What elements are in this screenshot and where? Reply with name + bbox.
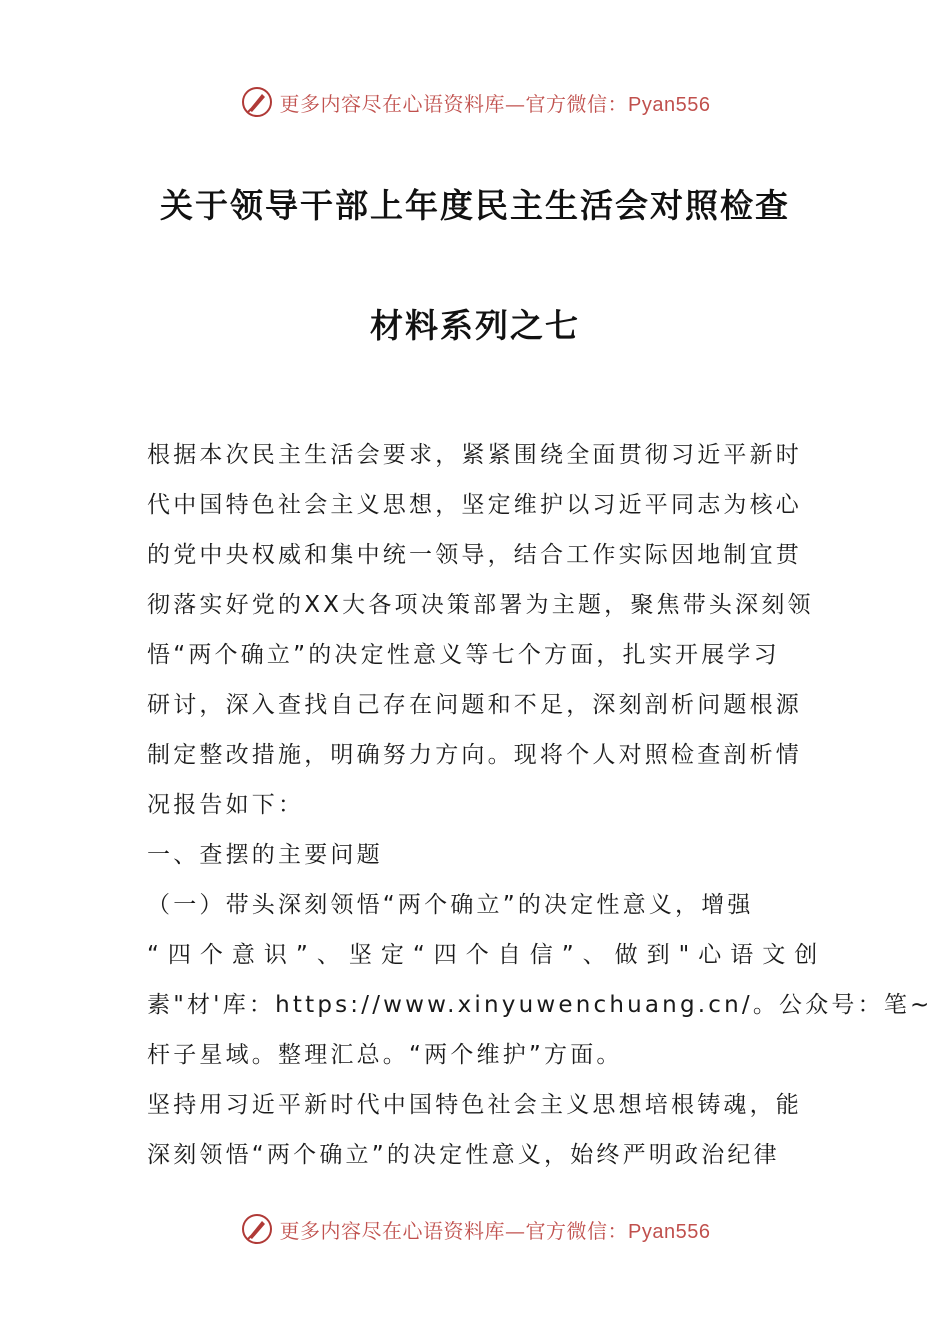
- body-line: 况报告如下：: [147, 792, 305, 818]
- body-line: 坚持用习近平新时代中国特色社会主义思想培根铸魂，能: [147, 1092, 802, 1118]
- pen-logo-icon: [240, 85, 274, 119]
- banner-handle: Pyan556: [628, 1220, 711, 1243]
- body-line-with-url: 素"材'库：https://www.xinyuwenchuang.cn/。公众号：笔~: [147, 992, 933, 1018]
- body-line: 根据本次民主生活会要求，紧紧围绕全面贯彻习近平新时: [147, 442, 802, 468]
- body-line: 研讨，深入查找自己存在问题和不足，深刻剖析问题根源: [147, 692, 802, 718]
- banner-handle: Pyan556: [628, 93, 711, 116]
- body-line: 代中国特色社会主义思想，坚定维护以习近平同志为核心: [147, 492, 802, 518]
- body-line: 深刻领悟“两个确立”的决定性意义，始终严明政治纪律: [147, 1142, 780, 1168]
- document-title-line-1: 关于领导干部上年度民主生活会对照检查: [160, 186, 790, 225]
- body-line: 制定整改措施，明确努力方向。现将个人对照检查剖析情: [147, 742, 802, 768]
- body-line: “四个意识”、坚定“四个自信”、做到"心语文创: [147, 942, 827, 968]
- document-title-line-2: 材料系列之七: [370, 306, 580, 345]
- body-line: 杆子星域。整理汇总。“两个维护”方面。: [147, 1042, 623, 1068]
- body-line: 彻落实好党的XX大各项决策部署为主题，聚焦带头深刻领: [147, 592, 814, 618]
- body-line: 悟“两个确立”的决定性意义等七个方面，扎实开展学习: [147, 642, 780, 668]
- section-heading: 一、查摆的主要问题: [147, 842, 383, 868]
- subsection-heading: （一）带头深刻领悟“两个确立”的决定性意义，增强: [147, 892, 754, 918]
- body-line: 的党中央权威和集中统一领导，结合工作实际因地制宜贯: [147, 542, 802, 568]
- document-body: [147, 430, 933, 1180]
- pen-logo-icon: [240, 1212, 274, 1246]
- header-watermark-banner: [0, 82, 950, 122]
- banner-text: 更多内容尽在心语资料库—官方微信：Pyan556: [279, 1218, 711, 1243]
- footer-watermark-banner: [0, 1209, 950, 1249]
- banner-text: 更多内容尽在心语资料库—官方微信：Pyan556: [279, 91, 711, 116]
